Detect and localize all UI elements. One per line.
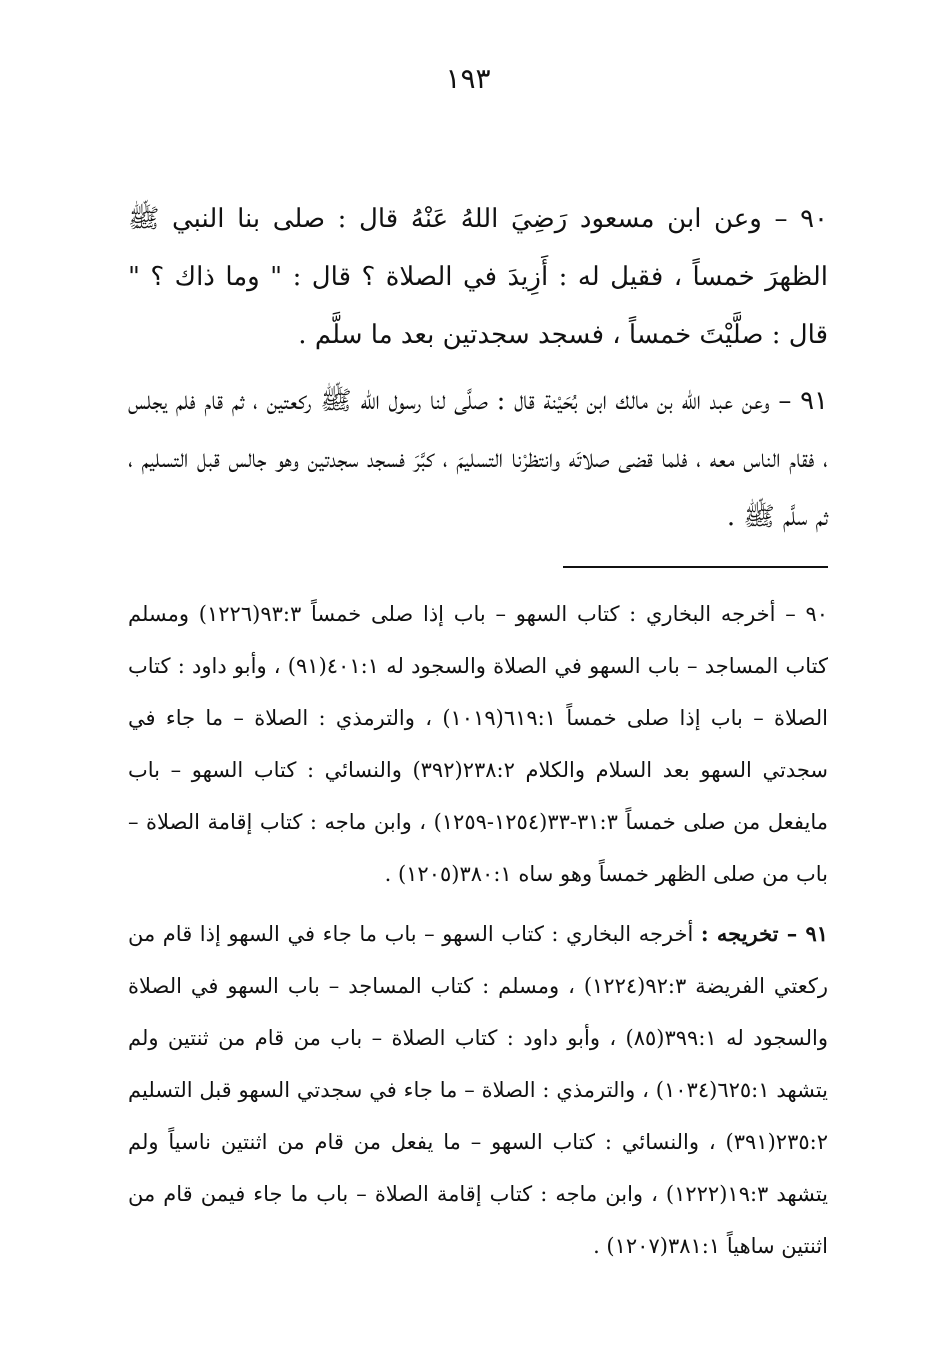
footnote-90: [128, 588, 828, 900]
footnote-91-text: أخرجه البخاري : كتاب السهو – باب ما جاء في السهو إذا قام من ركعتي الفريضة ٩٢:٣(١٢٢٤) ، ومسلم : كتاب المساجد – باب السهو في الصلاة والسجود له ٣٩٩:١(٨٥) ، وأبو داود : كتاب الصلاة – باب من قام من ثنتين ولم يتشهد ٦٢٥:١(١٠٣٤) ، والترمذي : الصلاة – ما جاء في سجدتي السهو قبل التسليم ٢٣٥:٢(٣٩١) ، والنسائي : كتاب السهو – ما يفعل من قام من اثنتين ناسياً ولم يتشهد ١٩:٣(١٢٢٢) ، وابن ماجه : كتاب إقامة الصلاة – باب ما جاء فيمن قام من اثنتين ساهياً ٣٨١:١(١٢٠٧) .: [128, 922, 829, 1258]
footnote-90-text: ٩٠ – أخرجه البخاري : كتاب السهو – باب إذا صلى خمساً ٩٣:٣(١٢٢٦) ومسلم كتاب المساجد – باب السهو في الصلاة والسجود له ٤٠١:١(٩١) ، وأبو داود : كتاب الصلاة – باب إذا صلى خمساً ٦١٩:١(١٠١٩) ، والترمذي : الصلاة – ما جاء في سجدتي السهو بعد السلام والكلام ٢٣٨:٢(٣٩٢) والنسائي : كتاب السهو – باب مايفعل من صلى خمساً ٣١:٣-٣٣(١٢٥٤-١٢٥٩) ، وابن ماجه : كتاب إقامة الصلاة – باب من صلى الظهر خمساً وهو ساه ٣٨٠:١(١٢٠٥) .: [128, 602, 829, 886]
footnote-91-label: ٩١ – تخريجه :: [700, 921, 828, 946]
footnote-91: [128, 908, 828, 1272]
hadith-91: ٩١ – وعن عبد الله بن مالك ابن بُحَيْنة قال : صلَّى لنا رسول الله ﷺ ركعتين ، ثم قام فلم يجلس ، فقام الناس معه ، فلما قضى صلاتَه وانتظرْنا التسليمَ ، كبَّرَ فسجد سجدتين وهو جالس قبل التسليم ، ثم سلَّم ﷺ .: [128, 386, 828, 532]
footnote-divider: [563, 566, 828, 568]
page-number: ١٩٣: [445, 62, 491, 95]
hadith-body: [128, 190, 828, 554]
footnotes: [128, 588, 828, 1280]
hadith-90: ٩٠ – وعن ابن مسعود رَضِيَ اللهُ عَنْهُ قال : صلى بنا النبي ﷺ الظهرَ خمساً ، فقيل له : أَزِيدَ في الصلاة ؟ قال : " وما ذاك ؟ " قال : صلَّيْتَ خمساً ، فسجد سجدتين بعد ما سلَّم .: [128, 204, 828, 350]
